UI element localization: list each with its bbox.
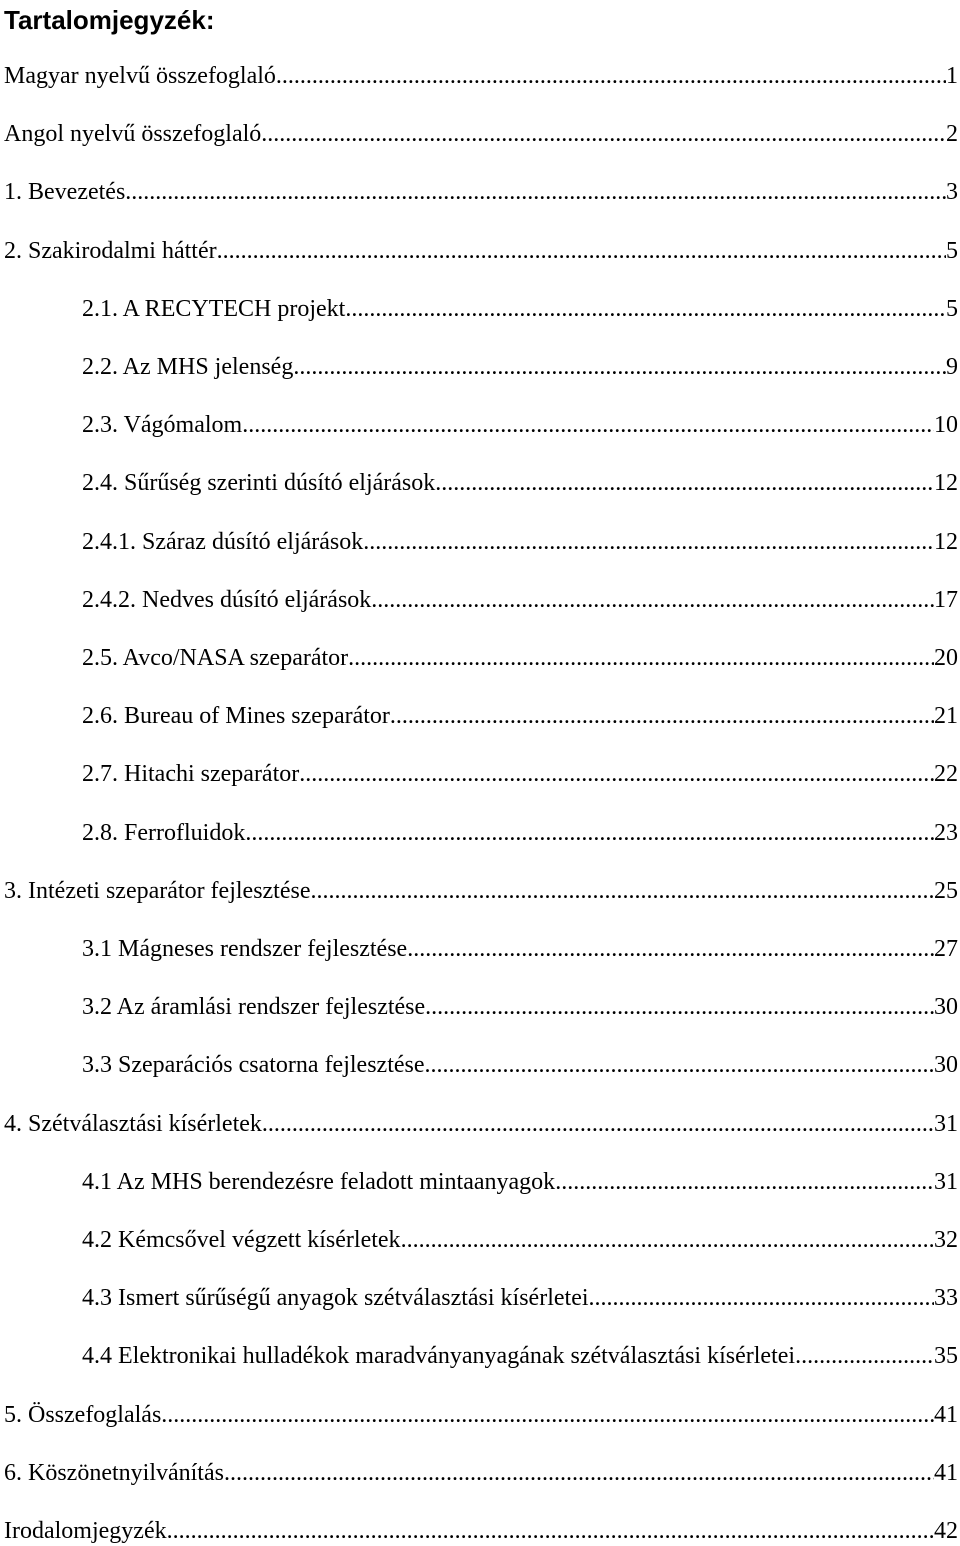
toc-dot-leader (261, 119, 946, 149)
toc-entry-page-number: 41 (934, 1402, 958, 1428)
toc-dot-leader (161, 1400, 934, 1430)
toc-entry-page-number: 41 (934, 1460, 958, 1486)
toc-entry-page-number: 30 (934, 994, 958, 1020)
toc-entry[interactable] (82, 527, 958, 557)
toc-entry-page-number: 21 (934, 703, 958, 729)
toc-entry-page-number: 32 (934, 1227, 958, 1253)
toc-entry[interactable] (82, 643, 958, 673)
toc-dot-leader (311, 876, 935, 906)
toc-entry-title: 2.4.1. Száraz dúsító eljárások (82, 529, 364, 555)
toc-entry-title: 3.3 Szeparációs csatorna fejlesztése (82, 1052, 425, 1078)
toc-entry-page-number: 12 (934, 470, 958, 496)
toc-entry-title: 2. Szakirodalmi háttér (4, 238, 217, 264)
toc-entry-page-number: 2 (946, 121, 958, 147)
toc-entry-title: 2.4. Sűrűség szerinti dúsító eljárások (82, 470, 436, 496)
toc-entry[interactable] (4, 61, 958, 91)
toc-entry-title: 4. Szétválasztási kísérletek (4, 1111, 262, 1137)
toc-entry-page-number: 17 (934, 587, 958, 613)
toc-dot-leader (348, 643, 934, 673)
toc-dot-leader (425, 992, 934, 1022)
toc-dot-leader (589, 1283, 934, 1313)
toc-entry-title: 4.1 Az MHS berendezésre feladott mintaanyagok (82, 1169, 556, 1195)
toc-dot-leader (224, 1458, 934, 1488)
toc-entry-page-number: 30 (934, 1052, 958, 1078)
toc-entry[interactable] (82, 818, 958, 848)
toc-entry[interactable] (82, 468, 958, 498)
toc-entry[interactable] (82, 1050, 958, 1080)
toc-entry-title: 2.2. Az MHS jelenség (82, 354, 294, 380)
toc-entry[interactable] (4, 1109, 958, 1139)
toc-entry-page-number: 12 (934, 529, 958, 555)
toc-entry[interactable] (82, 294, 958, 324)
toc-entry-title: Irodalomjegyzék (4, 1518, 167, 1544)
toc-entry[interactable] (82, 759, 958, 789)
toc-dot-leader (401, 1225, 934, 1255)
toc-entry[interactable] (82, 934, 958, 964)
toc-entry-page-number: 20 (934, 645, 958, 671)
toc-entry-title: 1. Bevezetés (4, 179, 126, 205)
toc-entry-title: 4.3 Ismert sűrűségű anyagok szétválasztási kísérletei (82, 1285, 589, 1311)
toc-dot-leader (167, 1516, 934, 1546)
toc-entry-title: 3. Intézeti szeparátor fejlesztése (4, 878, 311, 904)
toc-entry[interactable] (82, 352, 958, 382)
toc-entry-page-number: 3 (946, 179, 958, 205)
toc-entry-title: 2.3. Vágómalom (82, 412, 243, 438)
toc-dot-leader (371, 585, 934, 615)
toc-entry[interactable] (82, 410, 958, 440)
toc-dot-leader (262, 1109, 934, 1139)
toc-dot-leader (801, 1341, 934, 1371)
toc-entry[interactable] (4, 876, 958, 906)
toc-entry-title: 4.2 Kémcsővel végzett kísérletek (82, 1227, 401, 1253)
toc-entry-title: 3.2 Az áramlási rendszer fejlesztése (82, 994, 426, 1020)
toc-entry-title: 3.1 Mágneses rendszer fejlesztése (82, 936, 408, 962)
toc-dot-leader (390, 701, 934, 731)
toc-entry-title: 6. Köszönetnyilvánítás (4, 1460, 224, 1486)
toc-dot-leader (125, 177, 946, 207)
toc-entry[interactable] (4, 1458, 958, 1488)
toc-entry[interactable] (82, 1225, 958, 1255)
toc-dot-leader (425, 1050, 934, 1080)
toc-dot-leader (242, 410, 934, 440)
toc-title: Tartalomjegyzék: (4, 5, 215, 35)
toc-dot-leader (363, 527, 934, 557)
toc-entry[interactable] (82, 1341, 958, 1371)
toc-entry-title: Angol nyelvű összefoglaló (4, 121, 262, 147)
toc-entry-title: 2.5. Avco/NASA szeparátor (82, 645, 349, 671)
toc-entry[interactable] (82, 1167, 958, 1197)
toc-dot-leader (435, 468, 934, 498)
toc-entry-page-number: 23 (934, 820, 958, 846)
toc-entry-title: 2.1. A RECYTECH projekt (82, 296, 346, 322)
toc-entry-page-number: 5 (946, 296, 958, 322)
toc-entry[interactable] (82, 585, 958, 615)
toc-entry-title: 2.6. Bureau of Mines szeparátor (82, 703, 390, 729)
toc-dot-leader (217, 236, 946, 266)
toc-entry-page-number: 27 (934, 936, 958, 962)
toc-dot-leader (555, 1167, 934, 1197)
toc-entry[interactable] (4, 177, 958, 207)
toc-entry-page-number: 31 (934, 1169, 958, 1195)
toc-dot-leader (407, 934, 934, 964)
toc-dot-leader (293, 352, 946, 382)
toc-entry[interactable] (82, 1283, 958, 1313)
toc-entry-title: 2.7. Hitachi szeparátor (82, 761, 300, 787)
toc-entry-title: 2.4.2. Nedves dúsító eljárások (82, 587, 372, 613)
toc-entry-page-number: 33 (934, 1285, 958, 1311)
toc-entry-title: Magyar nyelvű összefoglaló (4, 63, 276, 89)
toc-entry-page-number: 25 (934, 878, 958, 904)
toc-entry-page-number: 31 (934, 1111, 958, 1137)
toc-entry[interactable] (4, 236, 958, 266)
toc-entry-title: 4.4 Elektronikai hulladékok maradványanyagának szétválasztási kísérletei. (82, 1343, 802, 1369)
toc-dot-leader (345, 294, 946, 324)
toc-entry-page-number: 1 (946, 63, 958, 89)
toc-entry[interactable] (4, 1516, 958, 1546)
toc-entry[interactable] (82, 701, 958, 731)
toc-entry-page-number: 42 (934, 1518, 958, 1544)
toc-dot-leader (245, 818, 934, 848)
toc-entry[interactable] (82, 992, 958, 1022)
toc-entry[interactable] (4, 1400, 958, 1430)
toc-dot-leader (276, 61, 946, 91)
toc-entry-page-number: 22 (934, 761, 958, 787)
toc-entry-page-number: 9 (946, 354, 958, 380)
toc-dot-leader (299, 759, 934, 789)
toc-entry-page-number: 35 (934, 1343, 958, 1369)
toc-entry[interactable] (4, 119, 958, 149)
toc-entry-page-number: 10 (934, 412, 958, 438)
toc-entry-title: 5. Összefoglalás (4, 1402, 162, 1428)
toc-entry-page-number: 5 (946, 238, 958, 264)
toc-entry-title: 2.8. Ferrofluidok (82, 820, 246, 846)
